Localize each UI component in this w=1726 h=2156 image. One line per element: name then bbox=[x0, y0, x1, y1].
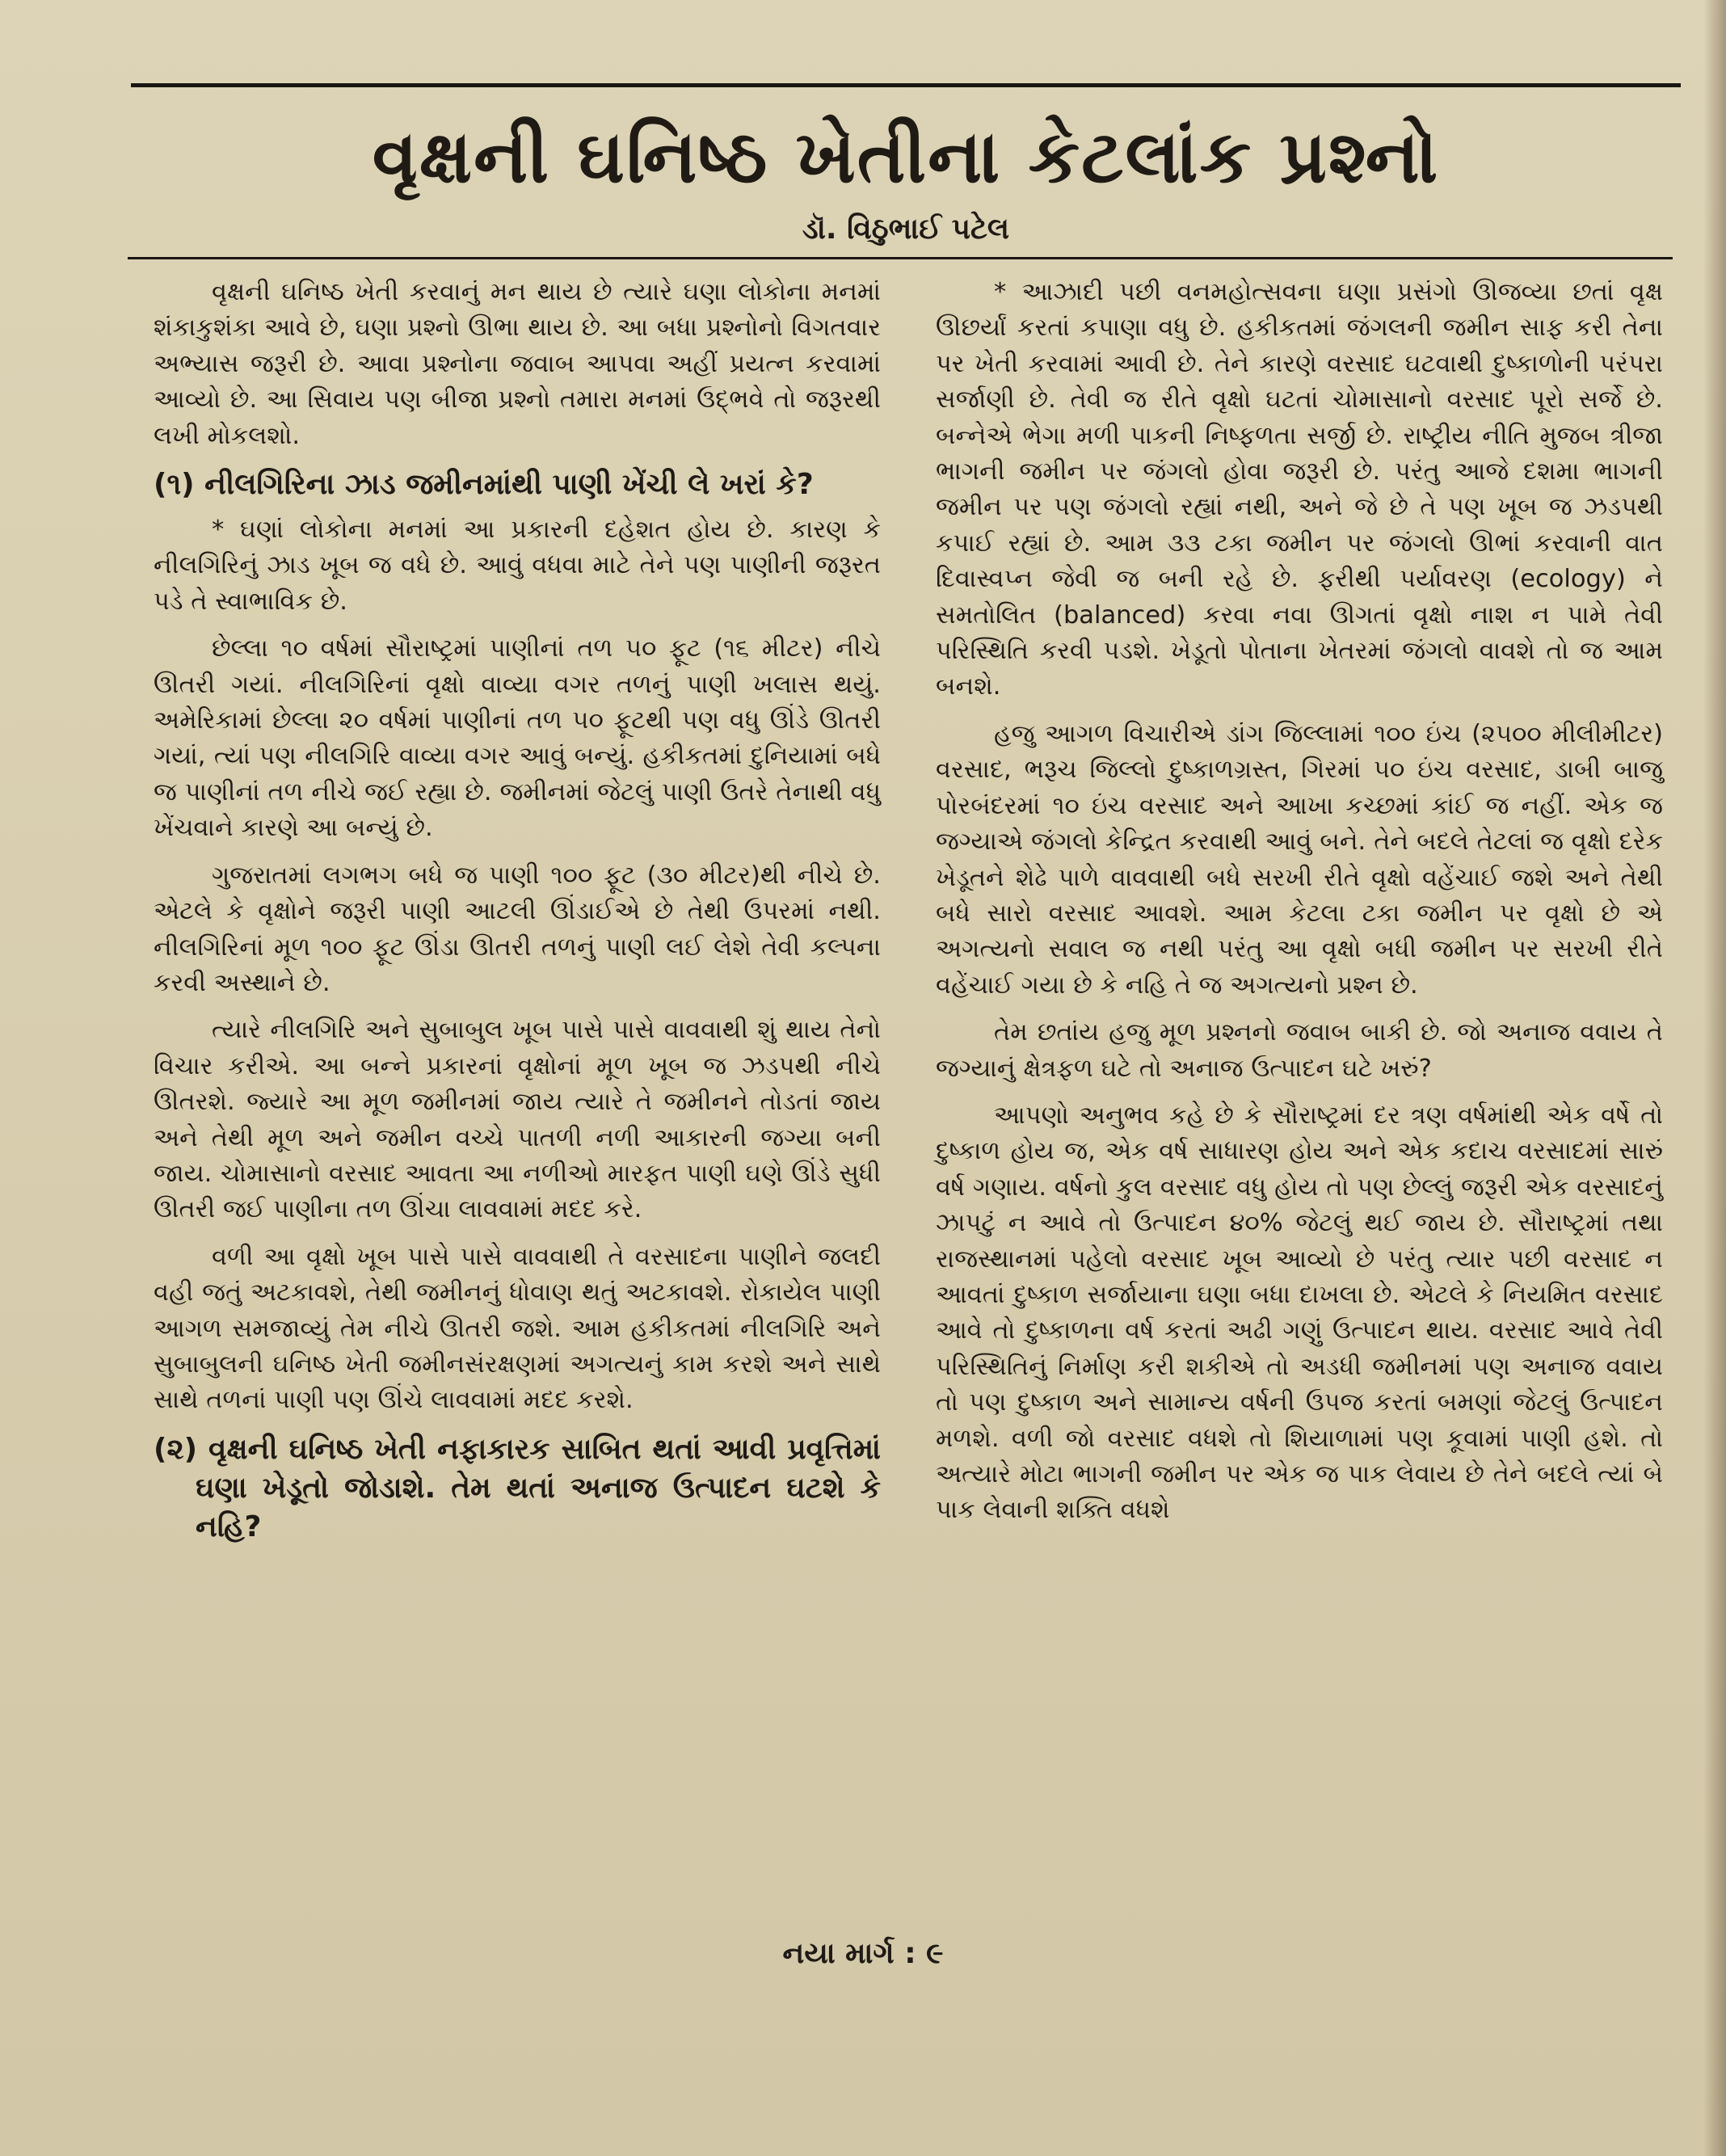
article-author: ડૉ. વિઠુભાઈ પટેલ bbox=[802, 213, 1010, 246]
paragraph: * ઘણાં લોકોના મનમાં આ પ્રકારની દહેશત હોય છે. કારણ કે નીલગિરિનું ઝાડ ખૂબ જ વધે છે. આવું વધવા માટે તેને પણ પાણીની જરૂરત પડે તે સ્વાભાવિક છે. bbox=[154, 516, 881, 616]
header-rule bbox=[128, 257, 1673, 259]
paragraph: છેલ્લા ૧૦ વર્ષમાં સૌરાષ્ટ્રમાં પાણીનાં તળ ૫૦ ફૂટ (૧૬ મીટર) નીચે ઊતરી ગયાં. નીલગિરિનાં વૃક્ષો વાવ્યા વગર તળનું પાણી ખલાસ થયું. અમેરિકામાં છેલ્લા ૨૦ વર્ષમાં પાણીનાં તળ ૫૦ ફૂટથી પણ વધુ ઊંડે ઊતરી ગયાં, ત્યાં પણ નીલગિરિ વાવ્યા વગર આવું બન્યું. હકીકતમાં દુનિયામાં બધે જ પાણીનાં તળ નીચે જઈ રહ્યા છે. જમીનમાં જેટલું પાણી ઉતરે તેનાથી વધુ ખેંચવાને કારણે આ બન્યું છે. bbox=[154, 634, 881, 843]
paragraph: તેમ છતાંય હજુ મૂળ પ્રશ્નનો જવાબ બાકી છે. જો અનાજ વવાય તે જગ્યાનું ક્ષેત્રફળ ઘટે તો અનાજ ઉત્પાદન ઘટે ખરું? bbox=[936, 1018, 1663, 1083]
paragraph: હજુ આગળ વિચારીએ ડાંગ જિલ્લામાં ૧૦૦ ઇંચ (૨૫૦૦ મીલીમીટર) વરસાદ, ભરૂચ જિલ્લો દુષ્કાળગ્રસ્ત, ગિરમાં ૫૦ ઇંચ વરસાદ, ડાબી બાજુ પોરબંદરમાં ૧૦ ઇંચ વરસાદ અને આખા કચ્છમાં કાંઈ જ નહીં. એક જ જગ્યાએ જંગલો કેન્દ્રિત કરવાથી આવું બને. તેને બદલે તેટલાં જ વૃક્ષો દરેક ખેડૂતને શેઢે પાળે વાવવાથી બધે સરખી રીતે વૃક્ષો વહેંચાઈ જશે અને તેથી બધે સારો વરસાદ આવશે. આમ કેટલા ટકા જમીન પર વૃક્ષો છે એ અગત્યનો સવાલ જ નથી પરંતુ આ વૃક્ષો બધી જમીન પર સરખી રીતે વહેંચાઈ ગયા છે કે નહિ તે જ અગત્યનો પ્રશ્ન છે. bbox=[936, 719, 1663, 1000]
paragraph: વળી આ વૃક્ષો ખૂબ પાસે પાસે વાવવાથી તે વરસાદના પાણીને જલદી વહી જતું અટકાવશે, તેથી જમીનનું ધોવાણ થતું અટકાવશે. રોકાયેલ પાણી આગળ સમજાવ્યું તેમ નીચે ઊતરી જશે. આમ હકીકતમાં નીલગિરિ અને સુબાબુલની ઘનિષ્ઠ ખેતી જમીનસંરક્ષણમાં અગત્યનું કામ કરશે અને સાથે સાથે તળનાં પાણી પણ ઊંચે લાવવામાં મદદ કરશે. bbox=[154, 1242, 881, 1415]
left-column bbox=[154, 275, 881, 1555]
paragraph: વૃક્ષની ઘનિષ્ઠ ખેતી કરવાનું મન થાય છે ત્યારે ઘણા લોકોના મનમાં શંકાકુશંકા આવે છે, ઘણા પ્રશ્નો ઊભા થાય છે. આ બધા પ્રશ્નોનો વિગતવાર અભ્યાસ જરૂરી છે. આવા પ્રશ્નોના જવાબ આપવા અહીં પ્રયત્ન કરવામાં આવ્યો છે. આ સિવાય પણ બીજા પ્રશ્નો તમારા મનમાં ઉદ્ભવે તો જરૂરથી લખી મોકલશો. bbox=[154, 278, 881, 450]
top-rule bbox=[131, 83, 1681, 87]
question-heading-2: (૨) વૃક્ષની ઘનિષ્ઠ ખેતી નફાકારક સાબિત થતાં આવી પ્રવૃત્તિમાં ઘણા ખેડૂતો જોડાશે. તેમ થતાં અનાજ ઉત્પાદન ઘટશે કે નહિ? bbox=[154, 1432, 881, 1543]
question-heading-1: (૧) નીલગિરિના ઝાડ જમીનમાંથી પાણી ખેંચી લે ખરાં કે? bbox=[154, 468, 814, 502]
paragraph: ગુજરાતમાં લગભગ બધે જ પાણી ૧૦૦ ફૂટ (૩૦ મીટર)થી નીચે છે. એટલે કે વૃક્ષોને જરૂરી પાણી આટલી ઊંડાઈએ છે તેથી ઉપરમાં નથી. નીલગિરિનાં મૂળ ૧૦૦ ફૂટ ઊંડા ઊતરી તળનું પાણી લઈ લેશે તેવી કલ્પના કરવી અસ્થાને છે. bbox=[154, 861, 881, 997]
paragraph: આપણો અનુભવ કહે છે કે સૌરાષ્ટ્રમાં દર ત્રણ વર્ષમાંથી એક વર્ષે તો દુષ્કાળ હોય જ, એક વર્ષ સાધારણ હોય અને એક કદાચ વરસાદમાં સારું વર્ષ ગણાય. વર્ષનો કુલ વરસાદ વધુ હોય તો પણ છેલ્લું જરૂરી એક વરસાદનું ઝાપટું ન આવે તો ઉત્પાદન ૪૦% જેટલું થઈ જાય છે. સૌરાષ્ટ્રમાં તથા રાજસ્થાનમાં પહેલો વરસાદ ખૂબ આવ્યો છે પરંતુ ત્યાર પછી વરસાદ ન આવતાં દુષ્કાળ સર્જાયાના ઘણા બધા દાખલા છે. એટલે કે નિયમિત વરસાદ આવે તો દુષ્કાળના વર્ષ કરતાં અઢી ગણું ઉત્પાદન થાય. વરસાદ આવે તેવી પરિસ્થિતિનું નિર્માણ કરી શકીએ તો અડધી જમીનમાં પણ અનાજ વવાય તો પણ દુષ્કાળ અને સામાન્ય વર્ષની ઉપજ કરતાં બમણાં જેટલું ઉત્પાદન મળશે. વળી જો વરસાદ વધશે તો શિયાળામાં પણ કૂવામાં પાણી હશે. તો અત્યારે મોટા ભાગની જમીન પર એક જ પાક લેવાય છે તેને બદલે ત્યાં બે પાક લેવાની શક્તિ વધશે bbox=[936, 1101, 1663, 1525]
paragraph: * આઝાદી પછી વનમહોત્સવના ઘણા પ્રસંગો ઊજવ્યા છતાં વૃક્ષ ઊછર્યાં કરતાં કપાણા વધુ છે. હકીકતમાં જંગલની જમીન સાફ કરી તેના પર ખેતી કરવામાં આવી છે. તેને કારણે વરસાદ ઘટવાથી દુષ્કાળોની પરંપરા સર્જાણી છે. તેવી જ રીતે વૃક્ષો ઘટતાં ચોમાસાનો વરસાદ પૂરો સર્જે છે. બન્નેએ ભેગા મળી પાકની નિષ્ફળતા સર્જી છે. રાષ્ટ્રીય નીતિ મુજબ ત્રીજા ભાગની જમીન પર જંગલો હોવા જરૂરી છે. પરંતુ આજે દશમા ભાગની જમીન પર પણ જંગલો રહ્યાં નથી, અને જે છે તે પણ ખૂબ જ ઝડપથી કપાઈ રહ્યાં છે. આમ ૩૩ ટકા જમીન પર જંગલો ઊભાં કરવાની વાત દિવાસ્વપ્ન જેવી જ બની રહે છે. ફરીથી પર્યાવરણ (ecology) ને સમતોલિત (balanced) કરવા નવા ઊગતાં વૃક્ષો નાશ ન પામે તેવી પરિસ્થિતિ કરવી પડશે. ખેડૂતો પોતાના ખેતરમાં જંગલો વાવશે તો જ આમ બનશે. bbox=[936, 278, 1663, 701]
paragraph: ત્યારે નીલગિરિ અને સુબાબુલ ખૂબ પાસે પાસે વાવવાથી શું થાય તેનો વિચાર કરીએ. આ બન્ને પ્રકારનાં વૃક્ષોનાં મૂળ ખૂબ જ ઝડપથી નીચે ઊતરશે. જ્યારે આ મૂળ જમીનમાં જાય ત્યારે તે જમીનને તોડતાં જાય અને તેથી મૂળ અને જમીન વચ્ચે પાતળી નળી આકારની જગ્યા બની જાય. ચોમાસાનો વરસાદ આવતા આ નળીઓ મારફત પાણી ઘણે ઊંડે સુધી ઊતરી જઈ પાણીના તળ ઊંચા લાવવામાં મદદ કરે. bbox=[154, 1016, 881, 1224]
article-title: વૃક્ષની ઘનિષ્ઠ ખેતીના કેટલાંક પ્રશ્નો bbox=[372, 115, 1440, 200]
page-footer: નયા માર્ગ : ૯ bbox=[782, 1937, 944, 1970]
right-column bbox=[936, 275, 1663, 1540]
